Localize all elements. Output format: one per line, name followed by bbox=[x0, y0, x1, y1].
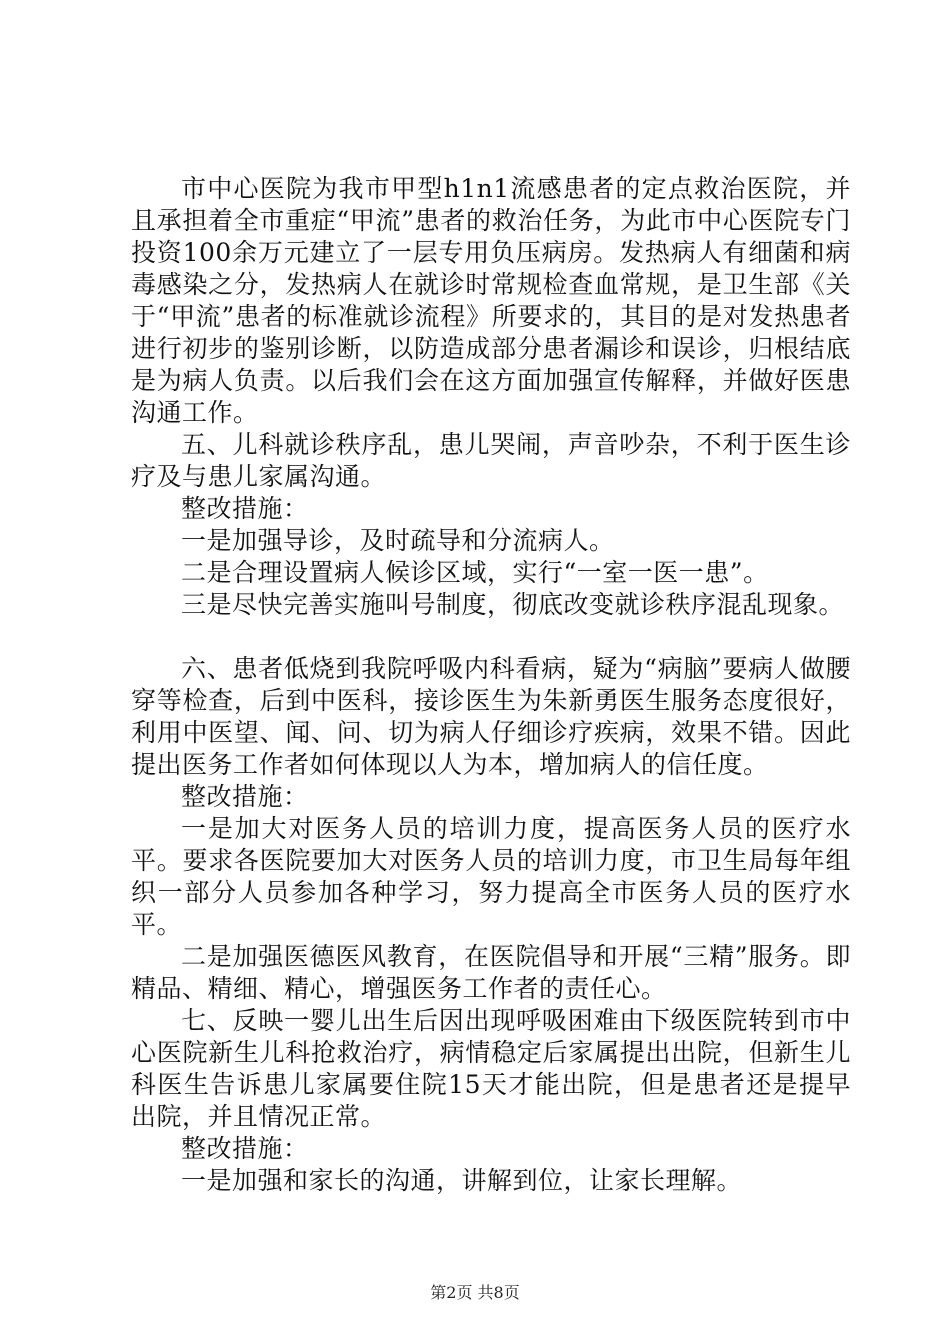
paragraph-measure: 一是加大对医务人员的培训力度，提高医务人员的医疗水平。要求各医院要加大对医务人员的培训力度，市卫生局每年组织一部分人员参加各种学习，努力提高全市医务人员的医疗水平。 bbox=[131, 814, 851, 939]
paragraph-item-seven: 七、反映一婴儿出生后因出现呼吸困难由下级医院转到市中心医院新生儿科抢救治疗，病情稳定后家属提出出院，但新生儿科医生告诉患儿家属要住院15天才能出院，但是患者还是提早出院，并且情况正常。 bbox=[131, 1006, 851, 1131]
paragraph-measures-heading: 整改措施： bbox=[181, 494, 309, 523]
paragraph-item-five: 五、儿科就诊秩序乱，患儿哭闹，声音吵杂，不利于医生诊疗及与患儿家属沟通。 bbox=[131, 430, 851, 491]
page-number-footer: 第2页 共8页 bbox=[430, 1283, 520, 1302]
paragraph-measures-heading: 整改措施： bbox=[181, 1134, 309, 1163]
paragraph-measure: 一是加强导诊，及时疏导和分流病人。 bbox=[181, 526, 615, 555]
paragraph-measure: 二是加强医德医风教育，在医院倡导和开展“三精”服务。即精品、精细、精心，增强医务工作者的责任心。 bbox=[131, 942, 851, 1003]
document-body bbox=[131, 173, 851, 1197]
paragraph-measure: 一是加强和家长的沟通，讲解到位，让家长理解。 bbox=[181, 1166, 743, 1195]
paragraph-measure: 二是合理设置病人候诊区域，实行“一室一医一患”。 bbox=[181, 558, 769, 587]
paragraph-measure: 三是尽快完善实施叫号制度，彻底改变就诊秩序混乱现象。 bbox=[181, 590, 845, 619]
paragraph-item-six: 六、患者低烧到我院呼吸内科看病，疑为“病脑”要病人做腰穿等检查，后到中医科，接诊医生为朱新勇医生服务态度很好，利用中医望、闻、问、切为病人仔细诊疗疾病，效果不错。因此提出医务工作者如何体现以人为本，增加病人的信任度。 bbox=[131, 654, 851, 779]
paragraph-intro: 市中心医院为我市甲型h1n1流感患者的定点救治医院，并且承担着全市重症“甲流”患者的救治任务，为此市中心医院专门投资100余万元建立了一层专用负压病房。发热病人有细菌和病毒感染之分，发热病人在就诊时常规检查血常规，是卫生部《关于“甲流”患者的标准就诊流程》所要求的，其目的是对发热患者进行初步的鉴别诊断，以防造成部分患者漏诊和误诊，归根结底是为病人负责。以后我们会在这方面加强宣传解释，并做好医患沟通工作。 bbox=[131, 174, 851, 427]
paragraph-measures-heading: 整改措施： bbox=[181, 782, 309, 811]
